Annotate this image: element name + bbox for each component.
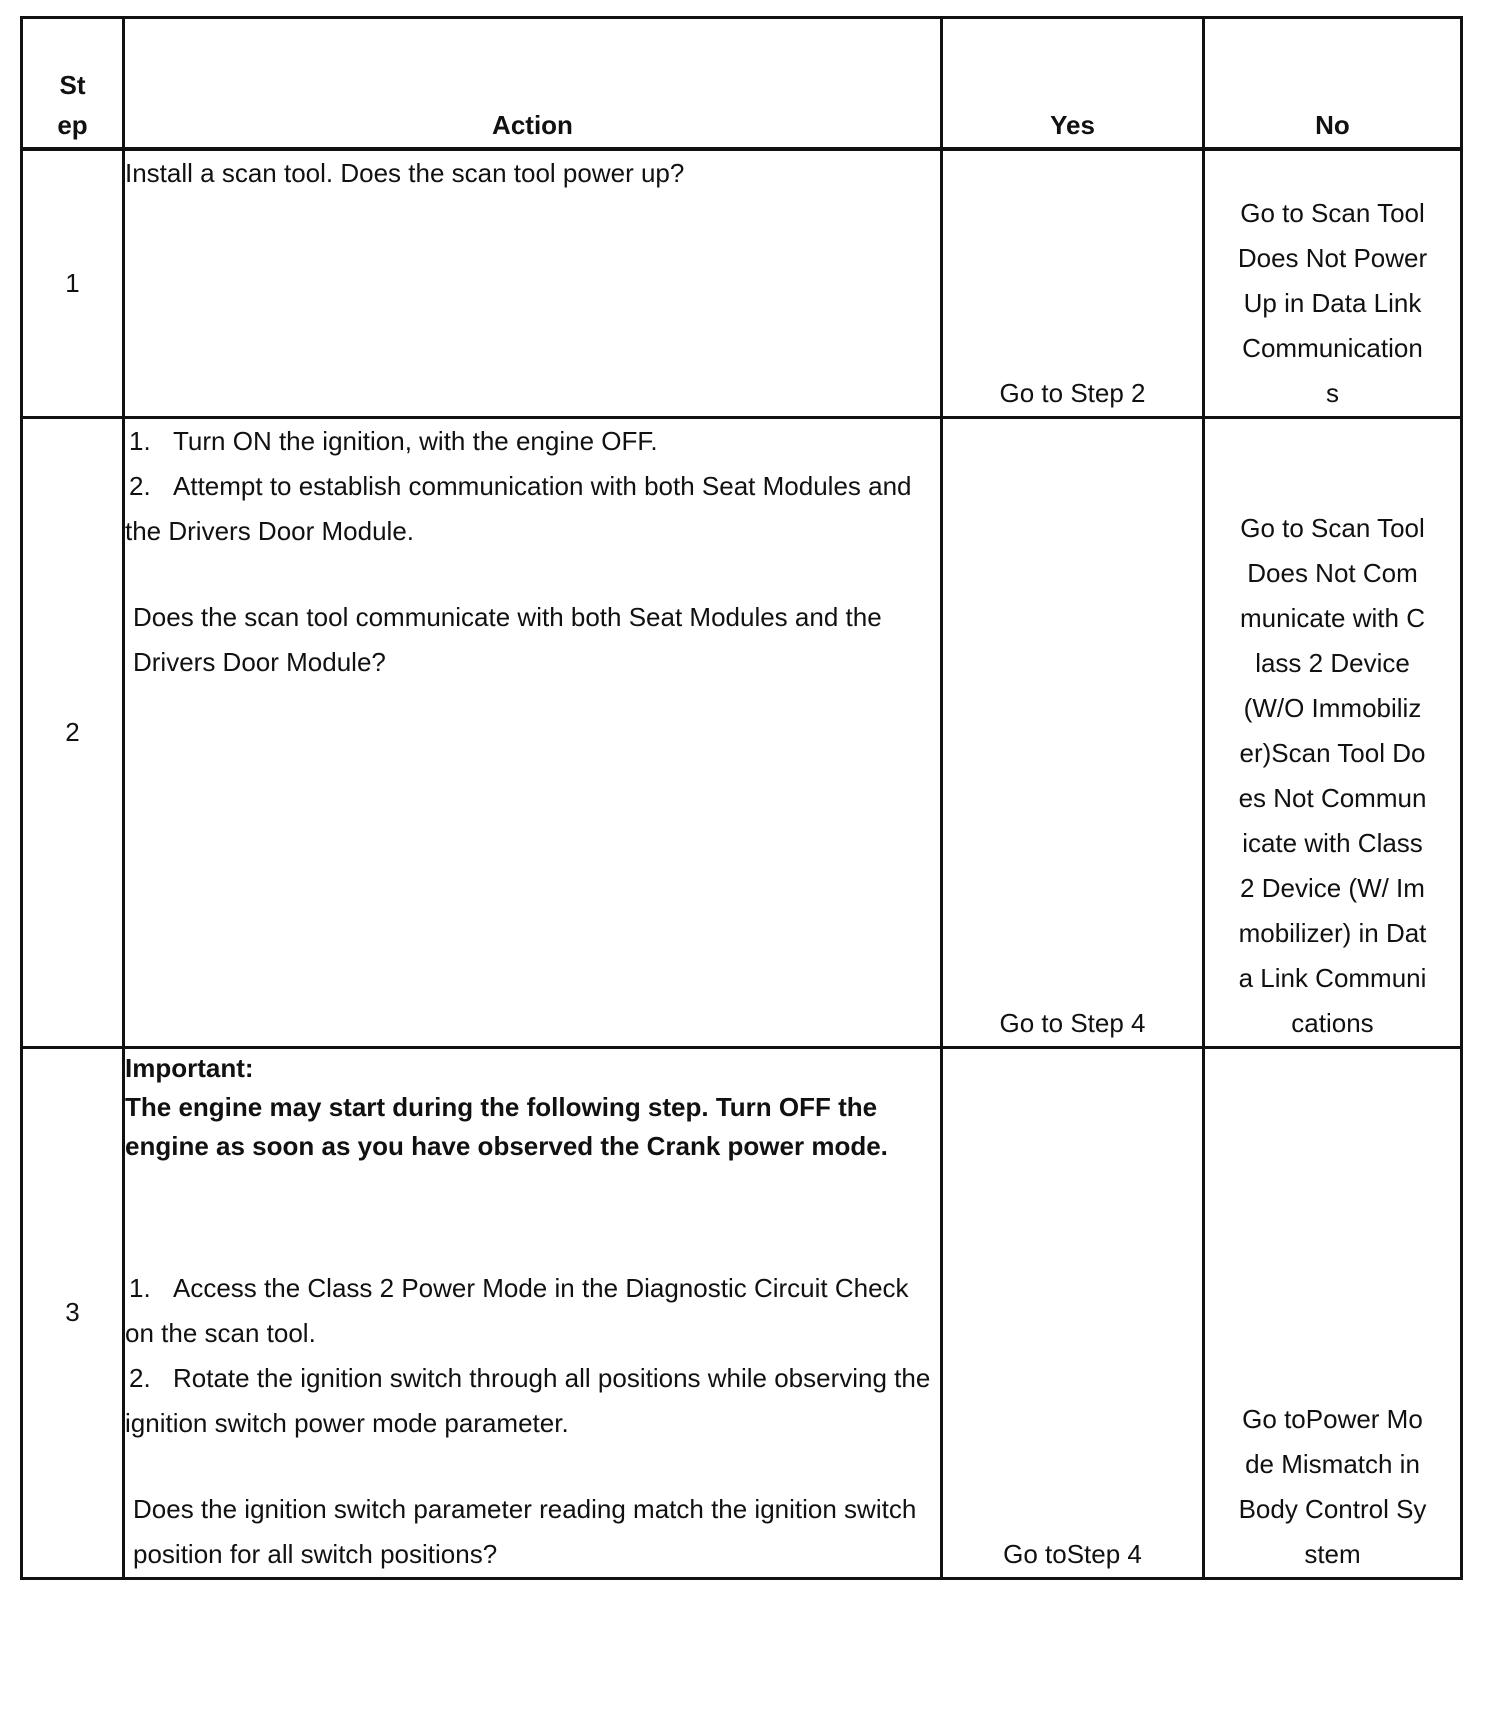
no-cell: [1204, 417, 1462, 1047]
no-result: Go to Scan Tool Does Not Power Up in Data Link Communications: [1237, 197, 1428, 408]
list-text: Access the Class 2 Power Mode in the Diagnostic Circuit Check on the scan tool.: [125, 1272, 909, 1348]
action-cell: [124, 149, 942, 417]
table-row-step-3: [22, 1047, 1462, 1578]
page: [20, 16, 1460, 1580]
table-row-step-1: [22, 149, 1462, 417]
list-item: [125, 464, 940, 554]
list-item: [125, 1356, 940, 1446]
list-number: 1.: [129, 1272, 151, 1303]
list-text: Turn ON the ignition, with the engine OFF.: [173, 425, 658, 456]
list-item: [125, 419, 940, 464]
list-number: 1.: [129, 425, 151, 456]
step-number: 1: [22, 149, 124, 417]
header-action-label: Action: [492, 110, 573, 140]
header-yes: [942, 18, 1204, 150]
list-number: 2.: [129, 1362, 151, 1393]
yes-result: Go toStep 4: [942, 1047, 1204, 1578]
list-text: Attempt to establish communication with both Seat Modules and the Drivers Door Module.: [125, 470, 912, 546]
diagnostic-table: [20, 16, 1463, 1580]
step-number: 3: [22, 1047, 124, 1578]
header-no: [1204, 18, 1462, 150]
header-yes-label: Yes: [1050, 110, 1095, 140]
action-cell: [124, 417, 942, 1047]
list-number: 2.: [129, 470, 151, 501]
header-step: [22, 18, 124, 150]
yes-result: Go to Step 4: [942, 417, 1204, 1047]
important-label: Important:: [125, 1052, 254, 1083]
yes-result: Go to Step 2: [942, 149, 1204, 417]
important-text: The engine may start during the following step. Turn OFF the engine as soon as you have observed the Crank power mode.: [125, 1091, 888, 1161]
no-cell: [1204, 1047, 1462, 1578]
no-result: Go to Scan Tool Does Not Communicate with Class 2 Device (W/O Immobilizer)Scan Tool Does Not Communicate with Class 2 Device (W/ Immobilizer) in Data Link Communications: [1238, 512, 1427, 1038]
question-text: Does the ignition switch parameter reading match the ignition switch position for all switch positions?: [133, 1493, 917, 1569]
header-row: [22, 18, 1462, 150]
header-action: [124, 18, 942, 150]
list-text: Rotate the ignition switch through all positions while observing the ignition switch power mode parameter.: [125, 1362, 931, 1438]
header-step-label: Step: [57, 70, 88, 140]
action-cell: [124, 1047, 942, 1578]
header-no-label: No: [1315, 110, 1350, 140]
step-number: 2: [22, 417, 124, 1047]
no-cell: [1204, 149, 1462, 417]
action-text: Install a scan tool. Does the scan tool power up?: [125, 158, 685, 188]
no-result: Go toPower Mode Mismatch in Body Control System: [1238, 1403, 1427, 1569]
list-item: [125, 1266, 940, 1356]
table-row-step-2: [22, 417, 1462, 1047]
question-text: Does the scan tool communicate with both Seat Modules and the Drivers Door Module?: [133, 601, 882, 677]
